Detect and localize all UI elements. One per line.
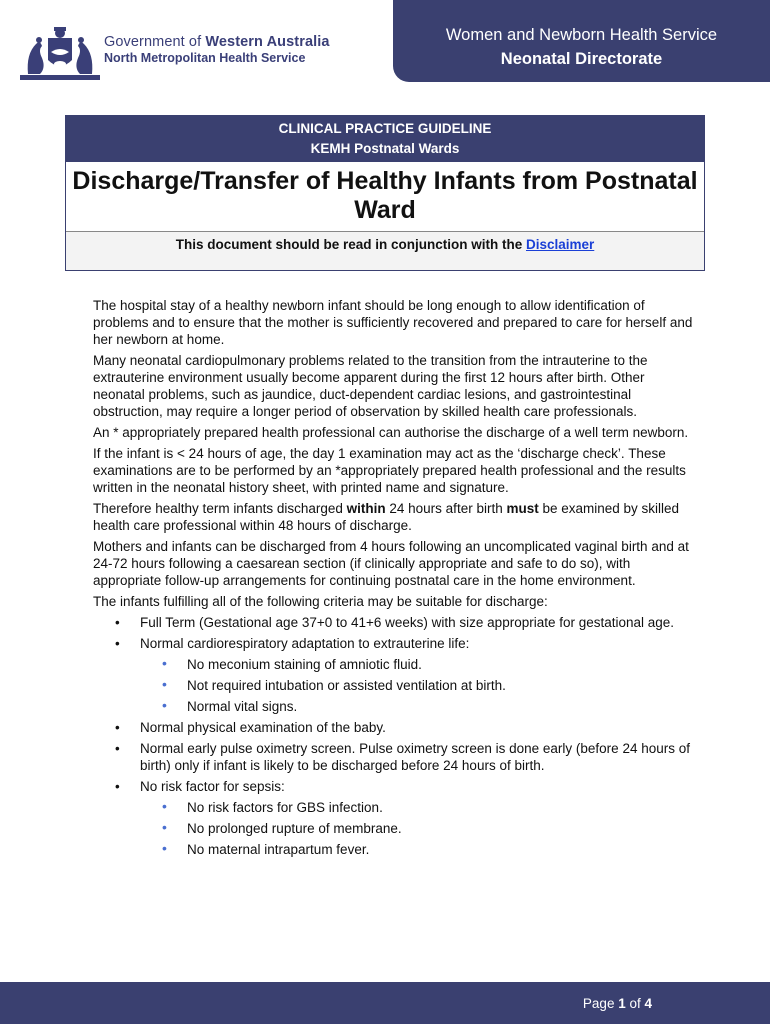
sub-list-item: • No risk factors for GBS infection. — [162, 798, 383, 815]
page-number: Page 1 of 4 — [582, 996, 652, 1011]
bullet-icon: • — [162, 798, 167, 814]
bullet-icon: • — [115, 779, 120, 794]
paragraph: The hospital stay of a healthy newborn infant should be long enough to allow identification of problems and to ensure that the mother is sufficiently recovered and prepared to care for herself and her newborn at home. — [93, 298, 693, 347]
disclaimer-note — [66, 232, 704, 270]
bullet-icon: • — [115, 615, 120, 630]
guideline-header — [66, 116, 704, 162]
discharge-criteria-list — [93, 614, 693, 858]
paragraph: An * appropriately prepared health professional can authorise the discharge of a well term newborn. — [93, 425, 689, 440]
guideline-type: CLINICAL PRACTICE GUIDELINE — [278, 121, 492, 136]
paragraph: Therefore healthy term infants discharged within 24 hours after birth must be examined by skilled health care professional within 48 hours of discharge. — [93, 501, 680, 533]
bullet-icon: • — [115, 720, 120, 735]
bullet-icon: • — [162, 655, 167, 671]
page-footer — [0, 982, 770, 1024]
banner-directorate: Neonatal Directorate — [500, 50, 663, 68]
bullet-icon: • — [115, 636, 120, 651]
government-name: Government of Western Australia — [104, 34, 330, 50]
bullet-icon: • — [162, 819, 167, 835]
health-service-name: North Metropolitan Health Service — [104, 51, 306, 65]
government-logo — [18, 24, 358, 82]
paragraph: The infants fulfilling all of the following criteria may be suitable for discharge: — [93, 594, 548, 609]
sepsis-sublist — [140, 799, 693, 858]
list-item: • No risk factor for sepsis: • No risk factors for GBS infection. • No prolonged rupture of membrane. • No maternal intrapartum fever. — [93, 778, 693, 858]
disclaimer-text: This document should be read in conjunction with the — [175, 237, 526, 252]
paragraph: Many neonatal cardiopulmonary problems related to the transition from the intrauterine to the extrauterine environment usually become apparent during the first 12 hours after birth. Other neonatal problems, such as jaundice, duct-dependent cardiac lesions, and gastrointestinal obstruction, may require a longer period of observation by skilled health care professionals. — [93, 353, 648, 419]
bullet-icon: • — [162, 840, 167, 856]
bullet-icon: • — [162, 676, 167, 692]
cardiorespiratory-sublist — [140, 656, 693, 715]
bullet-icon: • — [115, 741, 120, 756]
list-item: • Normal cardiorespiratory adaptation to extrauterine life: • No meconium staining of amniotic fluid. • Not required intubation or assisted ventilation at birth. • Normal vital signs. — [93, 635, 693, 715]
sub-list-item: • No prolonged rupture of membrane. — [162, 819, 402, 836]
guideline-title-box — [65, 115, 705, 271]
list-item: • Full Term (Gestational age 37+0 to 41+6 weeks) with size appropriate for gestational age. — [115, 615, 675, 630]
banner-service: Women and Newborn Health Service — [445, 26, 718, 44]
paragraph: Mothers and infants can be discharged from 4 hours following an uncomplicated vaginal birth and at 24-72 hours following a caesarean section (if clinically appropriate and safe to do so), with appropriate follow-up arrangements for continuing postnatal care in the home environment. — [93, 539, 689, 588]
list-item: • Normal physical examination of the baby. — [115, 720, 386, 735]
sub-list-item: • No meconium staining of amniotic fluid. — [162, 655, 422, 672]
sub-list-item: • Not required intubation or assisted ventilation at birth. — [162, 676, 506, 693]
paragraph: If the infant is < 24 hours of age, the day 1 examination may act as the ‘discharge check’. These examinations are to be performed by an *appropriately prepared health professional and the results written in the neonatal history sheet, with printed name and signature. — [93, 446, 686, 495]
bullet-icon: • — [162, 697, 167, 713]
document-body — [93, 297, 693, 862]
disclaimer-link[interactable]: Disclaimer — [525, 237, 595, 252]
sub-list-item: • No maternal intrapartum fever. — [162, 840, 370, 857]
sub-list-item: • Normal vital signs. — [162, 697, 298, 714]
list-item: • Normal early pulse oximetry screen. Pulse oximetry screen is done early (before 24 hours of birth) only if infant is likely to be discharged before 24 hours of birth. — [115, 741, 690, 773]
guideline-ward: KEMH Postnatal Wards — [310, 141, 460, 156]
directorate-banner — [393, 0, 770, 82]
document-title: Discharge/Transfer of Healthy Infants from Postnatal Ward — [66, 162, 704, 232]
western-australia-crest-icon — [18, 24, 102, 82]
